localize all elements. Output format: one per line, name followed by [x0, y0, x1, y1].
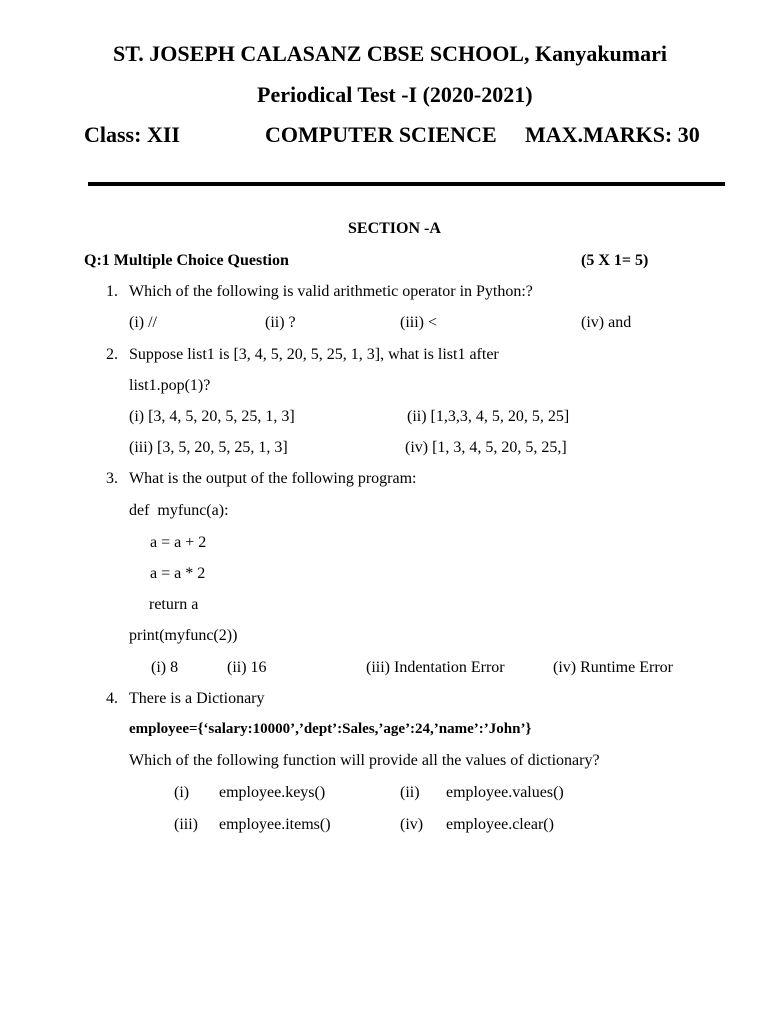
option: (i) //	[129, 314, 157, 331]
option: (iv) [1, 3, 4, 5, 20, 5, 25,]	[405, 439, 567, 456]
question-text: Which of the following is valid arithmetic operator in Python:?	[129, 283, 533, 300]
section-heading: SECTION -A	[348, 220, 441, 237]
question-number: 1.	[106, 283, 118, 300]
option: (iv) Runtime Error	[553, 659, 673, 676]
option: (ii) [1,3,3, 4, 5, 20, 5, 25]	[407, 408, 570, 425]
option-number: (ii)	[400, 784, 420, 801]
option-number: (i)	[174, 784, 190, 801]
question-heading: Q:1 Multiple Choice Question	[84, 252, 289, 269]
question-text: There is a Dictionary	[129, 690, 265, 707]
subject-label: COMPUTER SCIENCE	[265, 122, 497, 147]
option-number: (iv)	[400, 816, 424, 833]
question-number: 3.	[106, 470, 118, 487]
school-name: ST. JOSEPH CALASANZ CBSE SCHOOL, Kanyakumari	[113, 41, 667, 66]
option: (ii) 16	[227, 659, 267, 676]
option: employee.values()	[446, 784, 564, 801]
question-text: Suppose list1 is [3, 4, 5, 20, 5, 25, 1, 3], what is list1 after	[129, 346, 499, 363]
option: employee.clear()	[446, 816, 554, 833]
option: (iii) [3, 5, 20, 5, 25, 1, 3]	[129, 439, 288, 456]
question-text-continued: list1.pop(1)?	[129, 377, 211, 394]
code-line: a = a * 2	[150, 565, 206, 582]
question-marks: (5 X 1= 5)	[581, 252, 649, 269]
option: (iv) and	[581, 314, 632, 331]
question-text: What is the output of the following program:	[129, 470, 417, 487]
option: (ii) ?	[265, 314, 296, 331]
code-line: print(myfunc(2))	[129, 627, 238, 644]
option-number: (iii)	[174, 816, 198, 833]
dictionary-code: employee={‘salary:10000’,’dept’:Sales,’age’:24,’name’:’John’}	[129, 721, 532, 737]
option: (iii) <	[400, 314, 438, 331]
code-line: a = a + 2	[150, 534, 207, 551]
code-line: return a	[149, 596, 199, 613]
test-title: Periodical Test -I (2020-2021)	[257, 82, 533, 107]
option: (i) 8	[151, 659, 179, 676]
question-number: 2.	[106, 346, 118, 363]
option: (iii) Indentation Error	[366, 659, 505, 676]
option: (i) [3, 4, 5, 20, 5, 25, 1, 3]	[129, 408, 295, 425]
class-label: Class: XII	[84, 122, 180, 147]
question-text-continued: Which of the following function will provide all the values of dictionary?	[129, 752, 600, 769]
code-line: def myfunc(a):	[129, 502, 229, 519]
header-divider	[88, 182, 725, 186]
question-number: 4.	[106, 690, 118, 707]
option: employee.keys()	[219, 784, 326, 801]
max-marks-label: MAX.MARKS: 30	[525, 122, 700, 147]
option: employee.items()	[219, 816, 331, 833]
